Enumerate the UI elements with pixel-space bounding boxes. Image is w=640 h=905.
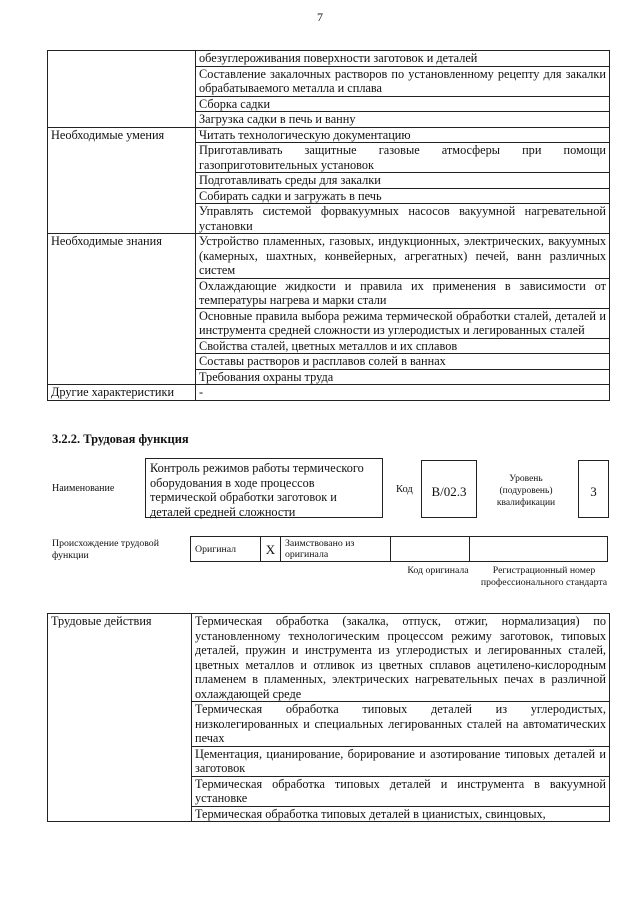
table-cell: Требования охраны труда bbox=[196, 369, 610, 385]
table-cell: Подготавливать среды для закалки bbox=[196, 173, 610, 189]
code-value: В/02.3 bbox=[421, 460, 477, 518]
qualification-level-label: Уровень (подуровень) квалификации bbox=[496, 474, 556, 508]
function-name: Контроль режимов работы термического оборудования в ходе процессов термической обработки заготовок и деталей средней сложности bbox=[145, 458, 383, 518]
skills-table bbox=[47, 50, 610, 401]
original-label: Оригинал bbox=[191, 537, 261, 562]
empty-cell bbox=[470, 537, 608, 562]
registration-number-label: Регистрационный номер профессионального стандарта bbox=[480, 565, 608, 588]
origin-table bbox=[190, 536, 608, 562]
code-label: Код bbox=[396, 484, 413, 495]
table-cell: Сборка садки bbox=[196, 96, 610, 112]
origin-label: Происхождение трудовой функции bbox=[52, 538, 159, 561]
table-cell: Загрузка садки в печь и ванну bbox=[196, 112, 610, 128]
table-row bbox=[48, 614, 610, 702]
row-label: Трудовые действия bbox=[48, 614, 192, 822]
table-cell: Охлаждающие жидкости и правила их применения в зависимости от температуры нагрева и марки стали bbox=[196, 278, 610, 308]
row-label: Необходимые умения bbox=[48, 127, 196, 234]
actions-table bbox=[47, 613, 610, 822]
table-cell: Основные правила выбора режима термической обработки сталей, деталей и инструмента средней сложности из углеродистых и легированных сталей bbox=[196, 308, 610, 338]
table-cell: Свойства сталей, цветных металлов и их сплавов bbox=[196, 338, 610, 354]
table-cell: Составление закалочных растворов по установленному рецепту для закалки обрабатываемого металла и сплава bbox=[196, 66, 610, 96]
borrowed-label: Заимствовано из оригинала bbox=[281, 537, 391, 562]
section-title: 3.2.2. Трудовая функция bbox=[52, 432, 189, 446]
row-label: Необходимые знания bbox=[48, 234, 196, 385]
table-row bbox=[48, 234, 610, 279]
table-cell: Управлять системой форвакуумных насосов вакуумной нагревательной установки bbox=[196, 204, 610, 234]
table-cell: Цементация, цианирование, борирование и азотирование типовых деталей и заготовок bbox=[192, 746, 610, 776]
table-cell: Термическая обработка типовых деталей и инструмента в вакуумной установке bbox=[192, 776, 610, 806]
table-cell: - bbox=[196, 385, 610, 401]
table-cell: Читать технологическую документацию bbox=[196, 127, 610, 143]
table-cell: Собирать садки и загружать в печь bbox=[196, 188, 610, 204]
table-cell: Термическая обработка (закалка, отпуск, отжиг, нормализация) по установленному технологическим процессом режиму заготовок, типовых деталей, пружин и инструмента из углеродистых и легированных сталей, цветных металлов и отливок из цветных сплавов ацетилено-кислородным пламенем в пламенных, электрических нагревательных печах в различной охлаждающей среде bbox=[192, 614, 610, 702]
original-mark: X bbox=[261, 537, 281, 562]
table-cell: Приготавливать защитные газовые атмосферы при помощи газоприготовительных установок bbox=[196, 143, 610, 173]
table-row bbox=[191, 537, 608, 562]
page-number: 7 bbox=[317, 10, 323, 24]
table-row bbox=[48, 385, 610, 401]
code-original-label: Код оригинала bbox=[407, 565, 469, 576]
row-label bbox=[48, 51, 196, 128]
row-label: Другие характеристики bbox=[48, 385, 196, 401]
table-cell: обезуглероживания поверхности заготовок и деталей bbox=[196, 51, 610, 67]
empty-cell bbox=[391, 537, 470, 562]
table-cell: Термическая обработка типовых деталей из углеродистых, низколегированных и специальных легированных сталей на автоматических печах bbox=[192, 702, 610, 747]
table-cell: Устройство пламенных, газовых, индукционных, электрических, вакуумных (камерных, шахтных, конвейерных, агрегатных) печей, ванн различных систем bbox=[196, 234, 610, 279]
table-row bbox=[48, 127, 610, 143]
table-row bbox=[48, 51, 610, 67]
name-label: Наименование bbox=[52, 483, 115, 494]
qualification-level-value: 3 bbox=[578, 460, 609, 518]
table-cell: Составы растворов и расплавов солей в ваннах bbox=[196, 354, 610, 370]
table-cell: Термическая обработка типовых деталей в цианистых, свинцовых, bbox=[192, 806, 610, 822]
